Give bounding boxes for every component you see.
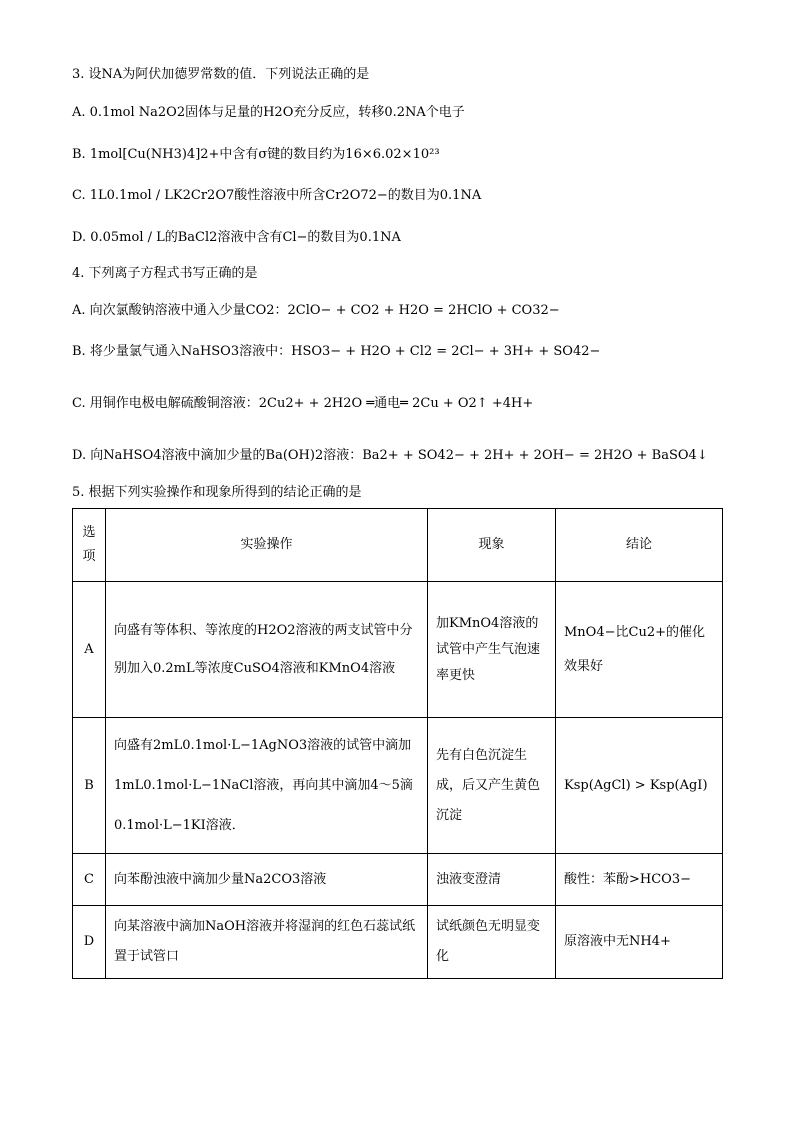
- q4-option-a: A. 向次氯酸钠溶液中通入少量CO2：2ClO− + CO2 + H2O = 2HClO + CO32−: [72, 303, 560, 318]
- header-operation: 实验操作: [106, 509, 428, 582]
- row-operation: 向盛有2mL0.1mol·L−1AgNO3溶液的试管中滴加1mL0.1mol·L−1NaCl溶液，再向其中滴加4～5滴0.1mol·L−1KI溶液．: [106, 718, 428, 854]
- table-row: [73, 854, 723, 906]
- row-operation: 向苯酚浊液中滴加少量Na2CO3溶液: [106, 854, 428, 906]
- table-row: [73, 906, 723, 979]
- row-phenomenon: 先有白色沉淀生成，后又产生黄色沉淀: [428, 718, 556, 854]
- row-option: D: [73, 906, 106, 979]
- q3-option-c: C. 1L0.1mol / LK2Cr2O7酸性溶液中所含Cr2O72−的数目为0.1NA: [72, 188, 482, 203]
- table-row: [73, 582, 723, 718]
- q3-option-b: B. 1mol[Cu(NH3)4]2+中含有σ键的数目约为16×6.02×10²³: [72, 147, 440, 162]
- row-phenomenon: 加KMnO4溶液的试管中产生气泡速率更快: [428, 582, 556, 718]
- q3-stem: 3. 设NA为阿伏加德罗常数的值．下列说法正确的是: [72, 67, 370, 82]
- row-option: C: [73, 854, 106, 906]
- header-phenomenon: 现象: [428, 509, 556, 582]
- row-operation: 向某溶液中滴加NaOH溶液并将湿润的红色石蕊试纸置于试管口: [106, 906, 428, 979]
- q4-stem: 4. 下列离子方程式书写正确的是: [72, 266, 258, 281]
- row-conclusion: Ksp(AgCl) > Ksp(AgI): [556, 718, 723, 854]
- row-conclusion: MnO4−比Cu2+的催化效果好: [556, 582, 723, 718]
- q4-option-b: B. 将少量氯气通入NaHSO3溶液中：HSO3− + H2O + Cl2 = 2Cl− + 3H+ + SO42−: [72, 344, 601, 359]
- row-option: A: [73, 582, 106, 718]
- q3-option-d: D. 0.05mol / L的BaCl2溶液中含有Cl−的数目为0.1NA: [72, 230, 401, 245]
- row-option: B: [73, 718, 106, 854]
- row-phenomenon: 浊液变澄清: [428, 854, 556, 906]
- table-row: [73, 718, 723, 854]
- row-phenomenon: 试纸颜色无明显变化: [428, 906, 556, 979]
- q4-option-d: D. 向NaHSO4溶液中滴加少量的Ba(OH)2溶液：Ba2+ + SO42− + 2H+ + 2OH− = 2H2O + BaSO4↓: [72, 448, 708, 463]
- row-conclusion: 酸性：苯酚>HCO3−: [556, 854, 723, 906]
- header-option: 选项: [73, 509, 106, 582]
- q5-stem: 5. 根据下列实验操作和现象所得到的结论正确的是: [72, 485, 362, 500]
- row-operation: 向盛有等体积、等浓度的H2O2溶液的两支试管中分别加入0.2mL等浓度CuSO4溶液和KMnO4溶液: [106, 582, 428, 718]
- table-header-row: [73, 509, 723, 582]
- header-conclusion: 结论: [556, 509, 723, 582]
- experiment-table: [72, 508, 723, 979]
- q4-option-c: C. 用铜作电极电解硫酸铜溶液：2Cu2+ + 2H2O ═通电═ 2Cu + O2↑ +4H+: [72, 396, 534, 411]
- row-conclusion: 原溶液中无NH4+: [556, 906, 723, 979]
- q3-option-a: A. 0.1mol Na2O2固体与足量的H2O充分反应，转移0.2NA个电子: [72, 105, 465, 120]
